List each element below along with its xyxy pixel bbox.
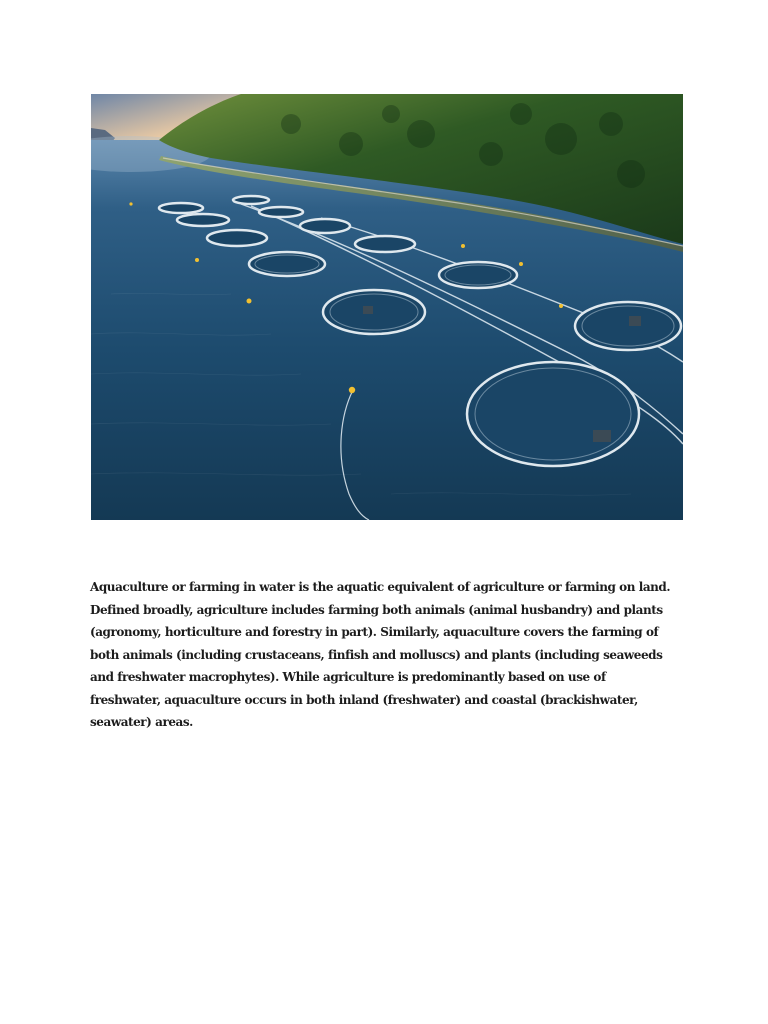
paragraph-line: and freshwater macrophytes). While agriculture is predominantly based on use of	[90, 670, 606, 684]
paragraph-line: Aquaculture or farming in water is the aquatic equivalent of agriculture or farming on land.	[90, 580, 671, 594]
aquaculture-photo	[91, 94, 683, 520]
fjord-fish-farm-image	[91, 94, 683, 520]
paragraph-line: freshwater, aquaculture occurs in both inland (freshwater) and coastal (brackishwater,	[90, 692, 638, 707]
paragraph-line: both animals (including crustaceans, finfish and molluscs) and plants (including seaweeds	[90, 647, 663, 662]
paragraph-line: (agronomy, horticulture and forestry in part). Similarly, aquaculture covers the farming of	[90, 625, 659, 639]
paragraph-line: Defined broadly, agriculture includes farming both animals (animal husbandry) and plants	[90, 602, 663, 617]
paragraph-line: seawater) areas.	[90, 715, 193, 729]
body-paragraph	[90, 576, 694, 734]
